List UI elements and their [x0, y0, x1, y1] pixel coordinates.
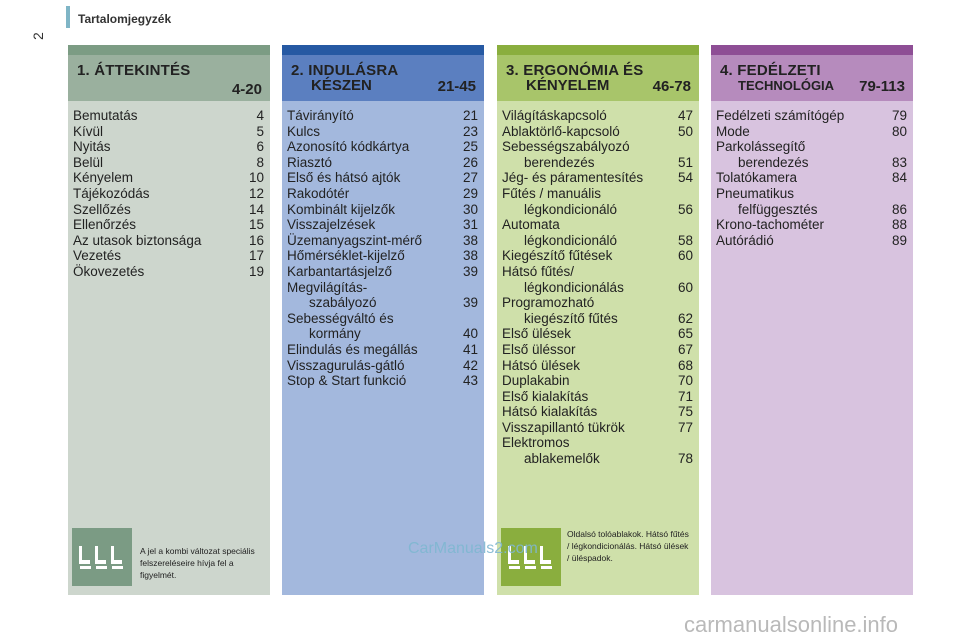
toc-entry[interactable]: [716, 202, 907, 218]
section-header[interactable]: [282, 55, 484, 101]
toc-entry-label: Kiegészítő fűtések: [502, 248, 613, 264]
toc-entry-label: Első üléssor: [502, 341, 576, 357]
toc-entry-page: 78: [677, 451, 693, 467]
toc-entry-page: [669, 295, 693, 311]
toc-entry-page: 83: [891, 154, 907, 170]
toc-entry[interactable]: [287, 155, 478, 171]
toc-entry[interactable]: [716, 170, 907, 186]
toc-entry-page: 15: [248, 217, 264, 233]
toc-entry[interactable]: [73, 217, 264, 233]
toc-entry-label: Fedélzeti számítógép: [716, 108, 845, 123]
toc-entry-label: Vezetés: [73, 248, 122, 264]
toc-entry-label: Visszajelzések: [287, 217, 376, 233]
toc-entry-label: Üzemanyagszint-mérő: [287, 232, 423, 248]
toc-entry[interactable]: [73, 124, 264, 140]
toc-entry[interactable]: [716, 139, 907, 155]
toc-entry-label: Duplakabin: [502, 373, 570, 389]
toc-entry[interactable]: [287, 358, 478, 374]
toc-list: [282, 101, 484, 389]
toc-entry-page: 23: [462, 123, 478, 139]
toc-entry[interactable]: [73, 248, 264, 264]
section-getting-started: [282, 45, 484, 595]
note-text: A jel a kombi változat speciális felszereléseire hívja fel a figyelmét.: [140, 546, 255, 580]
toc-entry[interactable]: [73, 139, 264, 155]
toc-entry-label: Rakodótér: [287, 185, 350, 201]
toc-entry-label: Bemutatás: [73, 108, 138, 123]
toc-entry[interactable]: [287, 311, 478, 327]
toc-list: [68, 101, 270, 280]
toc-entry[interactable]: [502, 139, 693, 155]
toc-entry[interactable]: [502, 420, 693, 436]
toc-entry-label: Ablaktörlő-kapcsoló: [502, 123, 620, 139]
toc-entry[interactable]: [287, 186, 478, 202]
toc-entry-page: 75: [677, 404, 693, 420]
toc-entry-label: Krono-tachométer: [716, 217, 825, 233]
toc-entry-label: felfüggesztés: [738, 201, 818, 217]
toc-entry-label: Autórádió: [716, 232, 774, 248]
section-page-range: 4-20: [231, 81, 262, 98]
toc-entry-label: légkondicionálás: [524, 279, 624, 295]
toc-entry-page: 25: [462, 139, 478, 155]
header-accent-bar: [66, 6, 70, 28]
toc-entry[interactable]: [287, 170, 478, 186]
toc-entry-page: [883, 186, 907, 202]
toc-entry-label: Kulcs: [287, 123, 321, 139]
toc-entry-page: 65: [677, 326, 693, 342]
toc-entry-page: 8: [256, 154, 264, 170]
toc-entry-page: 6: [256, 139, 264, 155]
toc-entry-page: [669, 186, 693, 202]
section-title: 4. FEDÉLZETI: [720, 62, 821, 79]
toc-entry[interactable]: [502, 186, 693, 202]
toc-list: [497, 101, 699, 467]
toc-entry-page: 41: [462, 341, 478, 357]
toc-entry[interactable]: [287, 202, 478, 218]
toc-entry[interactable]: [287, 373, 478, 389]
section-stripe: [68, 45, 270, 55]
toc-entry-page: 12: [248, 185, 264, 201]
toc-entry[interactable]: [502, 311, 693, 327]
seats-icon: [72, 528, 132, 586]
toc-entry-label: Riasztó: [287, 154, 333, 170]
section-stripe: [711, 45, 913, 55]
watermark-bottom: carmanualsonline.info: [684, 612, 899, 637]
toc-entry-page: 71: [677, 388, 693, 404]
toc-entry[interactable]: [502, 108, 693, 124]
toc-entry-page: 17: [248, 248, 264, 264]
toc-entry-page: 26: [462, 154, 478, 170]
toc-entry-page: 39: [462, 295, 478, 311]
toc-entry-label: Nyitás: [73, 139, 111, 155]
toc-entry-page: 86: [891, 201, 907, 217]
toc-entry-page: 39: [462, 263, 478, 279]
toc-entry-page: 68: [677, 357, 693, 373]
toc-entry-page: 88: [891, 217, 907, 233]
toc-entry-label: Első kialakítás: [502, 388, 589, 404]
toc-entry[interactable]: [73, 108, 264, 124]
section-header[interactable]: [497, 55, 699, 101]
toc-entry-page: 5: [256, 123, 264, 139]
toc-entry-label: Jég- és páramentesítés: [502, 170, 644, 186]
toc-entry-label: Első ülések: [502, 326, 572, 342]
toc-entry[interactable]: [502, 389, 693, 405]
section-page-range: 46-78: [652, 78, 691, 95]
toc-entry[interactable]: [502, 342, 693, 358]
toc-entry-label: Az utasok biztonsága: [73, 232, 202, 248]
toc-entry-label: légkondicionáló: [524, 201, 618, 217]
toc-entry-label: kiegészítő fűtés: [524, 310, 618, 326]
toc-entry-page: 38: [462, 248, 478, 264]
toc-entry-page: 80: [891, 123, 907, 139]
toc-entry-label: Sebességszabályozó: [502, 139, 630, 155]
toc-entry-page: 54: [677, 170, 693, 186]
toc-entry-page: 4: [256, 108, 264, 123]
toc-entry-page: 19: [248, 263, 264, 279]
page-title: Tartalomjegyzék: [78, 12, 172, 26]
toc-entry[interactable]: [502, 358, 693, 374]
section-header[interactable]: [68, 55, 270, 101]
toc-entry[interactable]: [502, 373, 693, 389]
toc-entry[interactable]: [287, 264, 478, 280]
toc-entry-label: berendezés: [738, 154, 809, 170]
toc-entry-label: Hátsó kialakítás: [502, 404, 598, 420]
toc-entry[interactable]: [502, 217, 693, 233]
toc-entry-label: Megvilágítás-: [287, 279, 368, 295]
toc-entry[interactable]: [287, 248, 478, 264]
toc-entry-label: Kényelem: [73, 170, 134, 186]
note-text: Oldalsó tolóablakok. Hátsó fűtés / légkondicionálás. Hátsó ülések / üléspadok.: [567, 529, 689, 563]
toc-entry[interactable]: [716, 186, 907, 202]
toc-entry-label: Távirányító: [287, 108, 354, 123]
toc-entry-label: Stop & Start funkció: [287, 373, 407, 389]
toc-entry-page: 29: [462, 185, 478, 201]
section-stripe: [497, 45, 699, 55]
toc-entry-label: Kívül: [73, 123, 104, 139]
toc-entry-page: 27: [462, 170, 478, 186]
toc-entry-page: 30: [462, 201, 478, 217]
section-title: 2. INDULÁSRA: [291, 62, 399, 79]
toc-entry[interactable]: [73, 264, 264, 280]
toc-entry-page: 70: [677, 373, 693, 389]
toc-entry-page: 43: [462, 373, 478, 389]
toc-entry-page: [883, 139, 907, 155]
page-number: 2: [30, 32, 46, 40]
toc-entry-page: 21: [462, 108, 478, 123]
toc-entry[interactable]: [287, 295, 478, 311]
section-header[interactable]: [711, 55, 913, 101]
toc-entry-label: Tolatókamera: [716, 170, 798, 186]
toc-entry-page: 14: [248, 201, 264, 217]
toc-entry[interactable]: [716, 108, 907, 124]
toc-entry[interactable]: [502, 451, 693, 467]
toc-entry-page: 47: [677, 108, 693, 123]
toc-entry-page: [669, 264, 693, 280]
toc-entry-label: Ellenőrzés: [73, 217, 137, 233]
toc-entry-label: Hátsó fűtés/: [502, 263, 575, 279]
toc-entry-label: Fűtés / manuális: [502, 185, 602, 201]
toc-entry-label: Karbantartásjelző: [287, 263, 393, 279]
toc-entry-label: Azonosító kódkártya: [287, 139, 410, 155]
toc-entry-label: Szellőzés: [73, 201, 131, 217]
toc-entry-label: Világításkapcsoló: [502, 108, 607, 123]
toc-entry[interactable]: [502, 248, 693, 264]
toc-entry-page: [454, 311, 478, 327]
toc-entry[interactable]: [502, 295, 693, 311]
toc-entry[interactable]: [287, 124, 478, 140]
toc-entry-label: Első és hátsó ajtók: [287, 170, 401, 186]
toc-entry-page: [669, 435, 693, 451]
toc-entry[interactable]: [502, 233, 693, 249]
toc-entry[interactable]: [73, 170, 264, 186]
toc-entry-label: Elindulás és megállás: [287, 341, 418, 357]
toc-entry[interactable]: [287, 342, 478, 358]
toc-entry-page: 38: [462, 232, 478, 248]
toc-entry[interactable]: [502, 264, 693, 280]
toc-entry[interactable]: [502, 404, 693, 420]
toc-entry-label: berendezés: [524, 154, 595, 170]
toc-entry-page: 60: [677, 248, 693, 264]
section-page-range: 79-113: [859, 78, 905, 95]
toc-entry-page: 56: [677, 201, 693, 217]
toc-entry-page: 67: [677, 341, 693, 357]
toc-entry[interactable]: [716, 124, 907, 140]
toc-entry-label: kormány: [309, 326, 361, 342]
toc-entry[interactable]: [502, 124, 693, 140]
toc-entry-label: Hátsó ülések: [502, 357, 581, 373]
toc-entry[interactable]: [287, 280, 478, 296]
toc-entry[interactable]: [502, 280, 693, 296]
toc-entry[interactable]: [73, 186, 264, 202]
toc-entry-label: Parkolássegítő: [716, 139, 806, 155]
toc-entry[interactable]: [287, 108, 478, 124]
toc-entry-label: Belül: [73, 154, 104, 170]
toc-entry[interactable]: [287, 217, 478, 233]
toc-entry-page: 16: [248, 232, 264, 248]
section-onboard-technology: [711, 45, 913, 595]
toc-entry[interactable]: [502, 155, 693, 171]
toc-entry-label: Ökovezetés: [73, 263, 145, 279]
toc-entry-label: Visszapillantó tükrök: [502, 419, 625, 435]
toc-entry-page: [669, 139, 693, 155]
toc-entry[interactable]: [287, 326, 478, 342]
toc-entry-page: 51: [677, 154, 693, 170]
toc-entry-page: 62: [677, 310, 693, 326]
toc-entry[interactable]: [502, 326, 693, 342]
toc-entry-page: 31: [462, 217, 478, 233]
toc-entry-page: 89: [891, 232, 907, 248]
toc-entry[interactable]: [502, 202, 693, 218]
toc-entry[interactable]: [73, 233, 264, 249]
section-ergonomics: [497, 45, 699, 595]
toc-entry[interactable]: [73, 155, 264, 171]
toc-entry-page: 10: [248, 170, 264, 186]
toc-entry-label: Sebességváltó és: [287, 310, 394, 326]
toc-entry-label: Automata: [502, 217, 560, 233]
toc-entry[interactable]: [73, 202, 264, 218]
toc-entry-label: ablakemelők: [524, 451, 600, 467]
toc-list: [711, 101, 913, 248]
toc-entry-page: 84: [891, 170, 907, 186]
toc-entry-label: szabályozó: [309, 295, 377, 311]
toc-entry[interactable]: [716, 155, 907, 171]
toc-entry-label: Hőmérséklet-kijelző: [287, 248, 405, 264]
toc-entry-label: Pneumatikus: [716, 185, 795, 201]
section-title-line2: KÉSZEN: [311, 77, 372, 94]
toc-entry[interactable]: [502, 435, 693, 451]
toc-entry-label: Programozható: [502, 295, 595, 311]
toc-entry-label: Tájékozódás: [73, 185, 150, 201]
toc-entry-page: [454, 280, 478, 296]
section-stripe: [282, 45, 484, 55]
watermark-top: CarManuals2.com: [408, 540, 538, 557]
toc-entry[interactable]: [716, 217, 907, 233]
toc-entry-label: Visszagurulás-gátló: [287, 357, 405, 373]
toc-entry-page: 40: [462, 326, 478, 342]
toc-entry-label: Elektromos: [502, 435, 570, 451]
section-title-line2: KÉNYELEM: [526, 77, 610, 94]
toc-entry-page: 77: [677, 419, 693, 435]
toc-entry-page: 42: [462, 357, 478, 373]
toc-entry-page: 50: [677, 123, 693, 139]
toc-entry[interactable]: [287, 139, 478, 155]
section-overview: [68, 45, 270, 595]
toc-entry-page: 58: [677, 232, 693, 248]
section-page-range: 21-45: [437, 78, 476, 95]
toc-entry-label: Kombinált kijelzők: [287, 201, 396, 217]
toc-entry[interactable]: [287, 233, 478, 249]
section-title: 3. ERGONÓMIA ÉS: [506, 62, 644, 79]
toc-entry-page: [669, 217, 693, 233]
section-title-line2: TECHNOLÓGIA: [738, 78, 835, 93]
toc-entry-label: légkondicionáló: [524, 232, 618, 248]
toc-entry[interactable]: [716, 233, 907, 249]
section-title: 1. ÁTTEKINTÉS: [77, 62, 191, 79]
toc-entry-label: Mode: [716, 123, 750, 139]
toc-entry[interactable]: [502, 170, 693, 186]
toc-entry-page: 79: [891, 108, 907, 123]
toc-entry-page: 60: [677, 279, 693, 295]
